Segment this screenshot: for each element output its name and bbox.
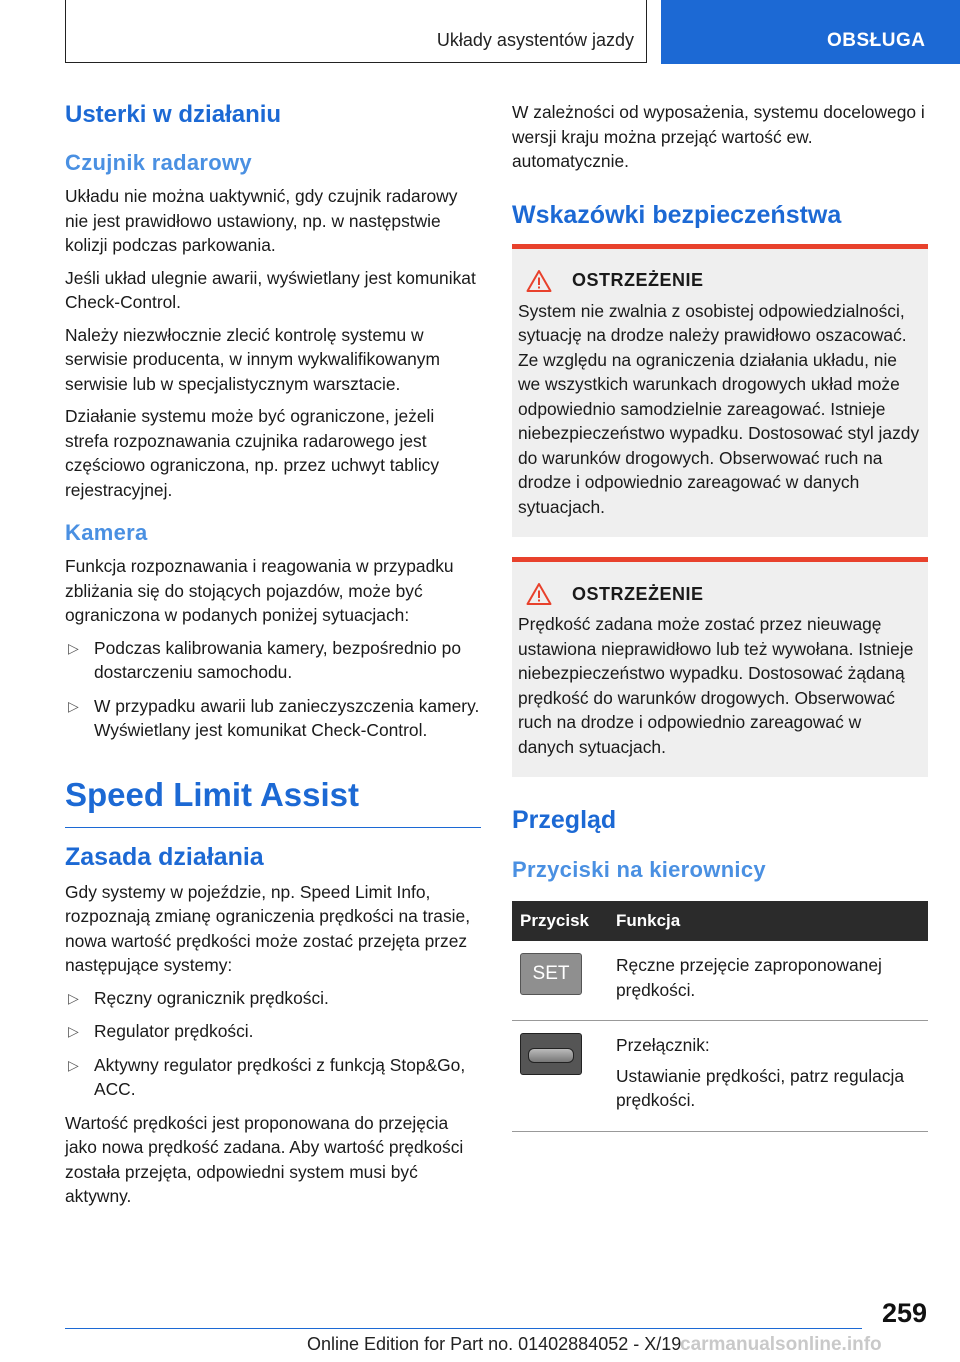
warning-label: OSTRZEŻENIE	[572, 583, 704, 604]
paragraph: Jeśli układ ulegnie awarii, wyświetlany jest komunikat Check-Control.	[65, 267, 476, 312]
table-cell-text: Ręczne przejęcie zaproponowanej prędkości.	[616, 955, 882, 1000]
right-column	[512, 100, 928, 1132]
page-number: 259	[881, 1298, 927, 1328]
rocker-switch-icon	[520, 1033, 582, 1075]
heading-radar: Czujnik radarowy	[65, 150, 252, 175]
camera-list	[65, 636, 481, 743]
systems-list	[65, 986, 481, 1102]
paragraph: Działanie systemu może być ograniczone, jeżeli strefa rozpoznawania czujnika radarowego jest częściowo ograniczona, np. przez uchwyt tablicy rejestracyjnej.	[65, 406, 440, 500]
paragraph: Należy niezwłocznie zlecić kontrolę systemu w serwisie producenta, w innym wykwalifikowanym serwisie lub w specjalistycznym warsztacie.	[65, 324, 440, 394]
chapter-title: Układy asystentów jazdy	[436, 30, 634, 50]
paragraph: Funkcja rozpoznawania i reagowania w przypadku zbliżania się do stojących pojazdów, może być ograniczona w podanych poniżej sytuacjach:	[65, 556, 454, 625]
watermark: carmanualsonline.info	[680, 1334, 882, 1355]
list-item: ▷ Ręczny ogranicznik prędkości.	[65, 986, 481, 1011]
triangle-bullet-icon: ▷	[68, 989, 79, 1006]
list-item: ▷ W przypadku awarii lub zanieczyszczenia kamery. Wyświetlany jest komunikat Check-Control.	[68, 695, 480, 740]
section-tab[interactable]	[661, 0, 960, 64]
edition-text: Online Edition for Part no. 01402884052 - X/19	[307, 1334, 682, 1354]
warning-text: System nie zwalnia z osobistej odpowiedzialności, sytuację na drodze należy prawidłowo oszacować. Ze względu na ograniczenia działania układu, nie we wszystkich warunkach drogowych układ może odpowiednio samodzielnie zareagować. Istnieje niebezpieczeństwo wypadku. Dostosować styl jazdy do warunków drogowych. Obserwować ruch na drodze i odpowiednio zareagować w danych sytuacjach.	[518, 300, 920, 517]
table-header: Funkcja	[608, 901, 928, 941]
triangle-bullet-icon: ▷	[68, 697, 79, 714]
triangle-bullet-icon: ▷	[68, 1023, 79, 1039]
list-item: ▷ Podczas kalibrowania kamery, bezpośrednio po dostarczeniu samochodu.	[68, 637, 462, 682]
list-item: ▷ Regulator prędkości.	[65, 1019, 481, 1044]
left-column	[65, 100, 481, 1217]
list-item: ▷ Aktywny regulator prędkości z funkcją Stop&Go, ACC.	[68, 1054, 466, 1099]
warning-text: Prędkość zadana może zostać przez nieuwagę ustawiona nieprawidłowo lub też wywołana. Istnieje niebezpieczeństwo wypadku. Dostosować żądaną prędkość do warunków drogowych. Obserwować ruch na drodze i odpowiednio zareagować w danych sytuacjach.	[518, 614, 914, 757]
table-cell-text: Ustawianie prędkości, patrz regulacja prędkości.	[616, 1065, 905, 1110]
header-chapter-box	[65, 0, 647, 63]
triangle-bullet-icon: ▷	[68, 1056, 79, 1073]
table-header: Przycisk	[512, 901, 608, 941]
paragraph: Układu nie można uaktywnić, gdy czujnik radarowy nie jest prawidłowo ustawiony, np. w następstwie kolizji podczas parkowania.	[65, 186, 458, 255]
warning-box	[512, 244, 928, 538]
section-tab-label: OBSŁUGA	[827, 30, 926, 51]
triangle-bullet-icon: ▷	[68, 639, 79, 656]
warning-triangle-icon	[526, 269, 552, 293]
paragraph: Wartość prędkości jest proponowana do przejęcia jako nowa prędkość zadana. Aby wartość prędkości została przejęta, odpowiedni system musi być aktywny.	[65, 1112, 464, 1206]
paragraph: W zależności od wyposażenia, systemu docelowego i wersji kraju można przejąć wartość ew. automatycznie.	[512, 102, 925, 171]
table-row	[512, 1021, 928, 1132]
heading-steering-buttons: Przyciski na kierownicy	[512, 857, 766, 882]
set-button-icon: SET	[520, 953, 582, 995]
heading-overview: Przegląd	[512, 806, 617, 834]
warning-box	[512, 557, 928, 777]
heading-speed-limit-assist: Speed Limit Assist	[65, 773, 481, 828]
table-row	[512, 941, 928, 1021]
warning-triangle-icon	[526, 582, 552, 606]
heading-faults: Usterki w działaniu	[65, 101, 282, 128]
table-cell-text: Przełącznik:	[616, 1035, 710, 1055]
buttons-table	[512, 901, 928, 1132]
warning-label: OSTRZEŻENIE	[572, 270, 704, 290]
paragraph: Gdy systemy w pojeździe, np. Speed Limit Info, rozpoznają zmianę ograniczenia prędkości na trasie, nowa wartość prędkości może zostać przejęta przez następujące systemy:	[65, 881, 471, 975]
heading-camera: Kamera	[65, 520, 148, 545]
heading-principle: Zasada działania	[65, 842, 264, 871]
footer-divider	[65, 1328, 862, 1329]
heading-safety: Wskazówki bezpieczeństwa	[512, 200, 842, 229]
